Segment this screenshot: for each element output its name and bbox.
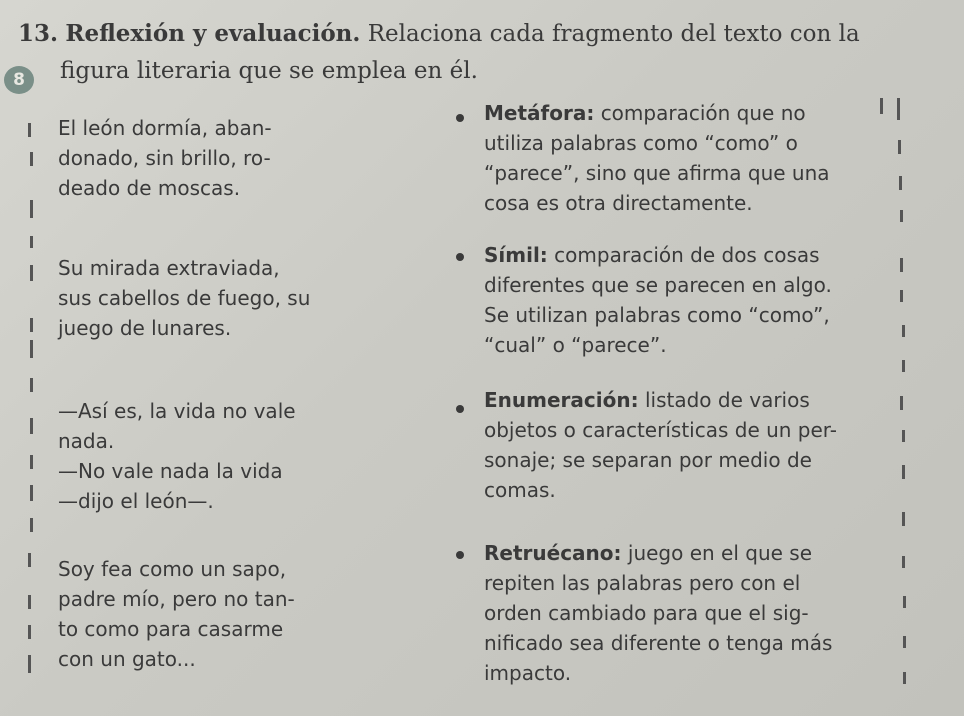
definition-line: impacto.: [484, 661, 572, 685]
margin-bar: [30, 485, 33, 501]
exercise-instruction-1: Relaciona cada fragmento del texto con la: [367, 21, 860, 47]
margin-bar: [902, 360, 905, 372]
bullet-dot: [456, 551, 464, 559]
definition-term: Enumeración:: [484, 388, 639, 412]
bullet-dot: [456, 253, 464, 261]
fragment-4: [58, 554, 295, 674]
exercise-heading: Reflexión y evaluación.: [65, 20, 361, 47]
margin-bar: [902, 556, 905, 568]
fragment-line: nada.: [58, 429, 115, 453]
definition-text: juego en el que se: [627, 541, 813, 565]
fragment-line: to como para casarme: [58, 617, 284, 641]
definition-line: utiliza palabras como “como” o: [484, 131, 798, 155]
bullet-dot: [456, 405, 464, 413]
fragment-line: donado, sin brillo, ro-: [58, 146, 271, 170]
margin-bar: [30, 152, 33, 166]
definition-line: “parece”, sino que afirma que una: [484, 161, 830, 185]
margin-bar: [903, 636, 906, 648]
margin-bar: [30, 340, 33, 358]
margin-bar: [28, 595, 31, 609]
margin-bar: [28, 625, 31, 639]
definition-line: sonaje; se separan por medio de: [484, 448, 812, 472]
definition-line: “cual” o “parece”.: [484, 333, 667, 357]
margin-bar: [30, 318, 33, 332]
fragment-1: [58, 113, 272, 203]
fragment-line: El león dormía, aban-: [58, 116, 272, 140]
definition-line: cosa es otra directamente.: [484, 191, 753, 215]
definition-enumeracion: [484, 385, 884, 505]
fragment-line: padre mío, pero no tan-: [58, 587, 295, 611]
definition-term: Retruécano:: [484, 541, 622, 565]
margin-bar: [903, 596, 906, 608]
margin-bar: [902, 512, 905, 526]
definition-term: Símil:: [484, 243, 548, 267]
margin-bar: [900, 290, 903, 302]
fragment-line: —Así es, la vida no vale: [58, 399, 296, 423]
definition-line: repiten las palabras pero con el: [484, 571, 801, 595]
margin-bar: [30, 236, 33, 248]
margin-bar: [899, 176, 902, 190]
margin-bar: [900, 210, 903, 222]
margin-bar: [28, 553, 31, 567]
margin-bar: [900, 396, 903, 410]
fragment-line: deado de moscas.: [58, 176, 241, 200]
definition-text: listado de varios: [644, 388, 810, 412]
fragment-line: con un gato...: [58, 647, 196, 671]
margin-bar: [30, 378, 33, 392]
exercise-instruction-2: figura literaria que se emplea en él.: [60, 58, 478, 84]
fragment-2: [58, 253, 310, 343]
exercise-number: 13.: [18, 20, 59, 47]
margin-bar: [30, 200, 33, 218]
margin-bar: [30, 418, 33, 434]
margin-bar: [902, 430, 905, 442]
definition-metafora: [484, 98, 884, 218]
fragment-line: sus cabellos de fuego, su: [58, 286, 311, 310]
page-badge: 8: [4, 66, 34, 94]
margin-bar: [30, 518, 33, 532]
definition-line: comas.: [484, 478, 556, 502]
margin-bar: [897, 98, 900, 120]
fragment-3: [58, 396, 296, 516]
margin-bar: [28, 123, 31, 137]
definition-text: comparación que no: [600, 101, 806, 125]
definition-line: nificado sea diferente o tenga más: [484, 631, 833, 655]
definition-line: Se utilizan palabras como “como”,: [484, 303, 830, 327]
definition-term: Metáfora:: [484, 101, 595, 125]
bullet-dot: [456, 114, 464, 122]
definition-line: diferentes que se parecen en algo.: [484, 273, 832, 297]
fragment-line: —dijo el león—.: [58, 489, 214, 513]
margin-bar: [880, 98, 883, 114]
margin-bar: [898, 140, 901, 154]
margin-bar: [902, 325, 905, 337]
margin-bar: [903, 672, 906, 684]
fragment-line: juego de lunares.: [58, 316, 232, 340]
margin-bar: [30, 455, 33, 469]
fragment-line: Su mirada extraviada,: [58, 256, 280, 280]
definition-retruecano: [484, 538, 884, 688]
fragment-line: —No vale nada la vida: [58, 459, 283, 483]
definition-text: comparación de dos cosas: [554, 243, 820, 267]
definition-simil: [484, 240, 884, 360]
margin-bar: [900, 258, 903, 272]
margin-bar: [28, 655, 31, 673]
definition-line: objetos o características de un per-: [484, 418, 837, 442]
margin-bar: [902, 465, 905, 479]
margin-bar: [30, 265, 33, 281]
definition-line: orden cambiado para que el sig-: [484, 601, 809, 625]
exercise-title: [18, 18, 948, 50]
fragment-line: Soy fea como un sapo,: [58, 557, 287, 581]
